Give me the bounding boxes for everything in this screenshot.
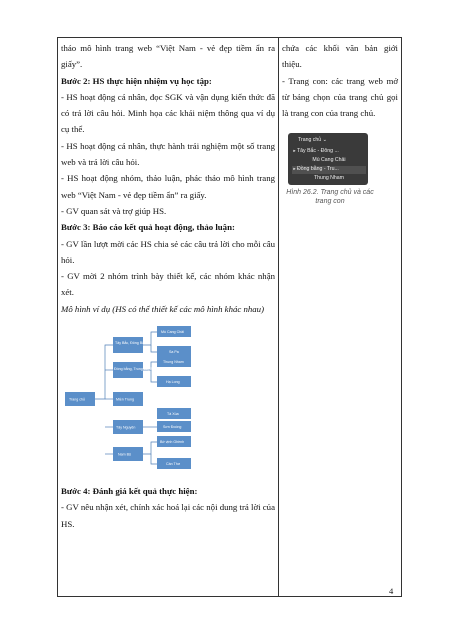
diagram-node-place	[157, 458, 191, 469]
diagram-node-region	[113, 420, 143, 434]
diagram-node-region	[113, 337, 146, 353]
diagram-node-place	[157, 436, 191, 447]
chevron-down-icon: ⌄	[322, 137, 327, 144]
step2-item: - HS hoạt động nhóm, thảo luận, phác thảo mô hình trang web “Việt Nam - vẻ đẹp tiềm ẩn” ra giấy.	[61, 173, 275, 200]
step4-title: Bước 4: Đánh giá kết quả thực hiện:	[61, 486, 198, 497]
svg-text:Đồng bằng, Trung du, Bắc bộ: Đồng bằng, Trung du, Bắc bộ	[114, 367, 161, 372]
menu-item: Mù Cang Chải	[312, 157, 346, 164]
diagram-node-place	[157, 326, 191, 337]
svg-text:Tà Xùa: Tà Xùa	[167, 412, 179, 417]
svg-text:Sơn Đoòng: Sơn Đoòng	[163, 425, 182, 430]
diagram-node-root	[65, 392, 95, 406]
step2-title: Bước 2: HS thực hiện nhiệm vụ học tập:	[61, 75, 212, 86]
right-paragraph: - Trang con: các trang web mở từ bảng chọn của trang chủ gọi là trang con của trang chủ.	[282, 75, 398, 119]
site-map-diagram	[61, 325, 269, 475]
diagram-node-place	[157, 356, 191, 367]
diagram-node-place	[157, 421, 191, 432]
menu-item: ▸Tây Bắc - Đông ...	[293, 148, 339, 155]
svg-text:Trang chủ: Trang chủ	[69, 397, 86, 402]
svg-text:Nam Bộ: Nam Bộ	[118, 452, 131, 457]
step2-item: - HS hoạt động cá nhân, thực hành trải nghiệm một số trang web và trả lời câu hỏi.	[61, 140, 275, 168]
step2-item: - HS hoạt động cá nhân, đọc SGK và vận dụng kiến thức đã có trả lời câu hỏi. Minh họa các khái niệm thông qua ví dụ cụ thể.	[61, 91, 275, 135]
diagram-node-place	[157, 376, 191, 387]
svg-text:Hạ Long: Hạ Long	[166, 380, 180, 385]
left-column	[58, 38, 279, 597]
diagram-node-place	[157, 346, 191, 357]
lesson-table	[57, 37, 402, 597]
svg-text:Bờ vịnh Ghềnh: Bờ vịnh Ghềnh	[160, 440, 185, 445]
step4-item: - GV nêu nhận xét, chính xác hoá lại các nội dung trả lời của HS.	[61, 502, 275, 529]
svg-text:Tây Nguyên: Tây Nguyên	[116, 425, 136, 430]
right-column	[279, 38, 402, 597]
svg-text:Thung Nham: Thung Nham	[163, 360, 184, 365]
diagram-node-place	[157, 408, 191, 419]
paragraph-intro: tháo mô hình trang web “Việt Nam - vẻ đẹp tiềm ẩn ra giấy”.	[61, 43, 275, 70]
svg-text:Tây Bắc, Đông Bắc: Tây Bắc, Đông Bắc	[115, 341, 146, 346]
step3-item: - GV mời 2 nhóm trình bày thiết kế, các nhóm khác nhận xét.	[61, 271, 275, 298]
right-paragraph: chứa các khối văn bản giới thiệu.	[282, 43, 398, 70]
triangle-right-icon: ▸	[293, 166, 296, 172]
diagram-node-region	[113, 447, 143, 461]
menu-item: Thung Nham	[314, 175, 344, 182]
svg-text:Cần Thơ: Cần Thơ	[166, 462, 181, 467]
figure-caption: Hình 26.2. Trang chủ và các trang con	[286, 189, 374, 205]
diagram-node-region	[113, 392, 143, 406]
diagram-node-region	[113, 362, 161, 378]
step3-title: Bước 3: Báo cáo kết quả hoạt động, thảo luận:	[61, 222, 235, 233]
menu-header	[298, 137, 360, 145]
svg-text:Mù Cang Chải: Mù Cang Chải	[161, 330, 184, 335]
step3-item: - GV lần lượt mời các HS chia sẻ các câu trả lời cho mỗi câu hỏi.	[61, 238, 275, 265]
menu-item: ▸Đồng bằng - Tru...	[292, 166, 366, 174]
page-number: 4	[389, 586, 394, 596]
menu-figure	[288, 133, 368, 185]
step2-item: - GV quan sát và trợ giúp HS.	[61, 205, 167, 216]
menu-header-label: Trang chủ	[298, 137, 322, 144]
model-example-note: Mô hình ví dụ (HS có thể thiết kế các mô hình khác nhau)	[61, 303, 265, 314]
triangle-right-icon: ▸	[293, 148, 296, 154]
svg-text:Sa Pa: Sa Pa	[169, 350, 179, 355]
svg-text:Miền Trung: Miền Trung	[116, 397, 134, 402]
